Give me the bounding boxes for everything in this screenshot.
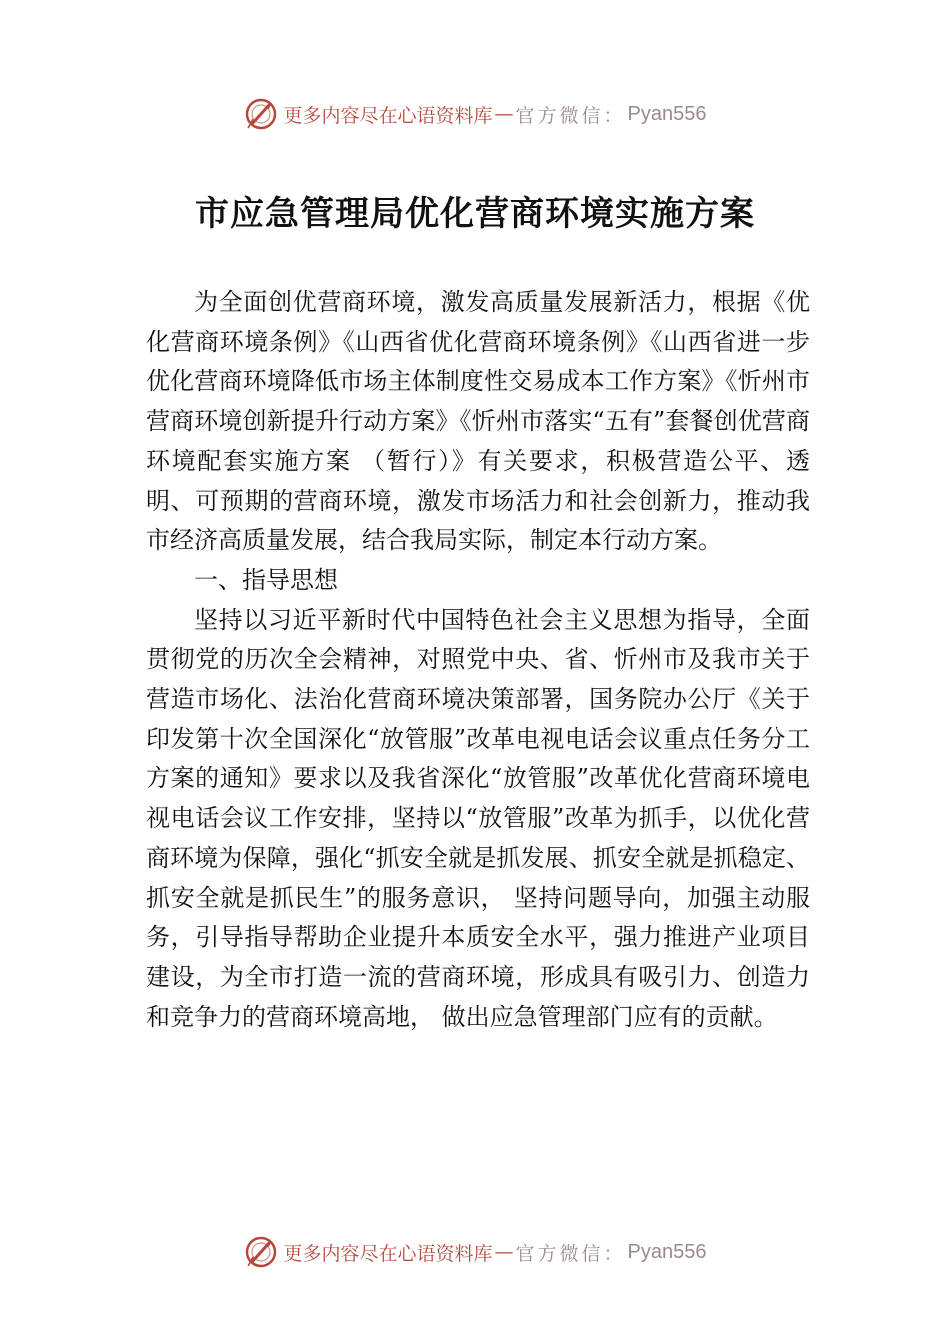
section-heading-guiding-thought: 一、指导思想 [194,565,338,594]
document-title: 市应急管理局优化营商环境实施方案 [195,194,755,234]
pen-seal-logo-icon [244,1235,278,1269]
header-separator: — [494,103,514,125]
footer-wechat-id: Pyan556 [627,1240,707,1263]
footer-wechat-label: 官方微信： [515,1242,626,1265]
header-wechat-id: Pyan556 [627,102,707,125]
header-wechat-label: 官方微信： [515,104,626,127]
header-brand-text: 更多内容尽在心语资料库 [283,104,493,127]
paragraph-intro: 为全面创优营商环境，激发高质量发展新活力，根据《优化营商环境条例》《山西省优化营商环境条例》《山西省进一步优化营商环境降低市场主体制度性交易成本工作方案》《忻州市营商环境创新提升行动方案》《忻州市落实“五有”套餐创优营商环境配套实施方案 （暂行）》有关要求，积极营造公平、透明、可预期的营商环境，激发市场活力和社会创新力，推动我市经济高质量发展，结合我局实际，制定本行动方案。 [146,288,810,555]
header-banner [0,94,950,134]
document-body [146,283,810,1037]
pen-seal-logo-icon [244,97,278,131]
footer-banner [0,1232,950,1272]
footer-brand-text: 更多内容尽在心语资料库 [283,1242,493,1265]
footer-separator: — [494,1241,514,1263]
paragraph-guiding-thought: 坚持以习近平新时代中国特色社会主义思想为指导，全面贯彻党的历次全会精神，对照党中央、省、忻州市及我市关于营造市场化、法治化营商环境决策部署，国务院办公厅《关于印发第十次全国深化“放管服”改革电视电话会议重点任务分工方案的通知》要求以及我省深化“放管服”改革优化营商环境电视电话会议工作安排，坚持以“放管服”改革为抓手，以优化营商环境为保障，强化“抓安全就是抓发展、抓安全就是抓稳定、抓安全就是抓民生”的服务意识， 坚持问题导向，加强主动服务，引导指导帮助企业提升本质安全水平，强力推进产业项目建设，为全市打造一流的营商环境，形成具有吸引力、创造力和竞争力的营商环境高地， 做出应急管理部门应有的贡献。 [146,605,810,1031]
